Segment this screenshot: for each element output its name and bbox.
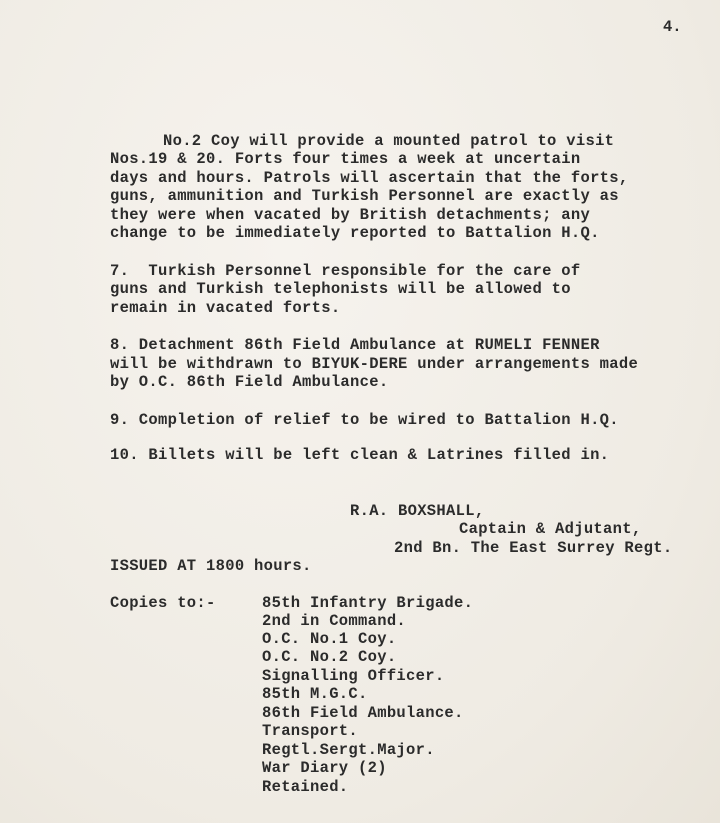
paragraph-line: guns and Turkish telephonists will be allowed to bbox=[110, 280, 571, 298]
list-item: War Diary (2) bbox=[262, 759, 387, 777]
issued-time: ISSUED AT 1800 hours. bbox=[110, 557, 312, 575]
list-item: 86th Field Ambulance. bbox=[262, 704, 464, 722]
list-item: 85th Infantry Brigade. bbox=[262, 594, 474, 612]
signature-unit: 2nd Bn. The East Surrey Regt. bbox=[394, 539, 673, 557]
paragraph-line: 8. Detachment 86th Field Ambulance at RUMELI FENNER bbox=[110, 336, 600, 354]
paragraph-line: remain in vacated forts. bbox=[110, 299, 341, 317]
list-item: Transport. bbox=[262, 722, 359, 740]
list-item: 2nd in Command. bbox=[262, 612, 407, 630]
paragraph-line: Nos.19 & 20. Forts four times a week at uncertain bbox=[110, 150, 581, 168]
paragraph-line: will be withdrawn to BIYUK-DERE under arrangements made bbox=[110, 355, 639, 373]
list-item: Regtl.Sergt.Major. bbox=[262, 741, 435, 759]
paragraph-line: by O.C. 86th Field Ambulance. bbox=[110, 373, 389, 391]
paragraph-line: 7. Turkish Personnel responsible for the care of bbox=[110, 262, 581, 280]
paragraph-line: guns, ammunition and Turkish Personnel are exactly as bbox=[110, 187, 619, 205]
signature-name: R.A. BOXSHALL, bbox=[350, 502, 485, 520]
list-item: O.C. No.1 Coy. bbox=[262, 630, 397, 648]
list-item: 85th M.G.C. bbox=[262, 685, 368, 703]
list-item: Signalling Officer. bbox=[262, 667, 445, 685]
paragraph-9: 9. Completion of relief to be wired to Battalion H.Q. bbox=[110, 411, 619, 429]
paragraph-line: change to be immediately reported to Battalion H.Q. bbox=[110, 224, 600, 242]
copies-label: Copies to:- bbox=[110, 594, 216, 612]
list-item: O.C. No.2 Coy. bbox=[262, 648, 397, 666]
page-number: 4. bbox=[663, 18, 682, 36]
paragraph-line: they were when vacated by British detachments; any bbox=[110, 206, 591, 224]
paragraph-10: 10. Billets will be left clean & Latrines filled in. bbox=[110, 446, 610, 464]
paragraph-line: days and hours. Patrols will ascertain that the forts, bbox=[110, 169, 629, 187]
paragraph-line: No.2 Coy will provide a mounted patrol to visit bbox=[163, 132, 615, 150]
list-item: Retained. bbox=[262, 778, 349, 796]
signature-rank: Captain & Adjutant, bbox=[459, 520, 642, 538]
